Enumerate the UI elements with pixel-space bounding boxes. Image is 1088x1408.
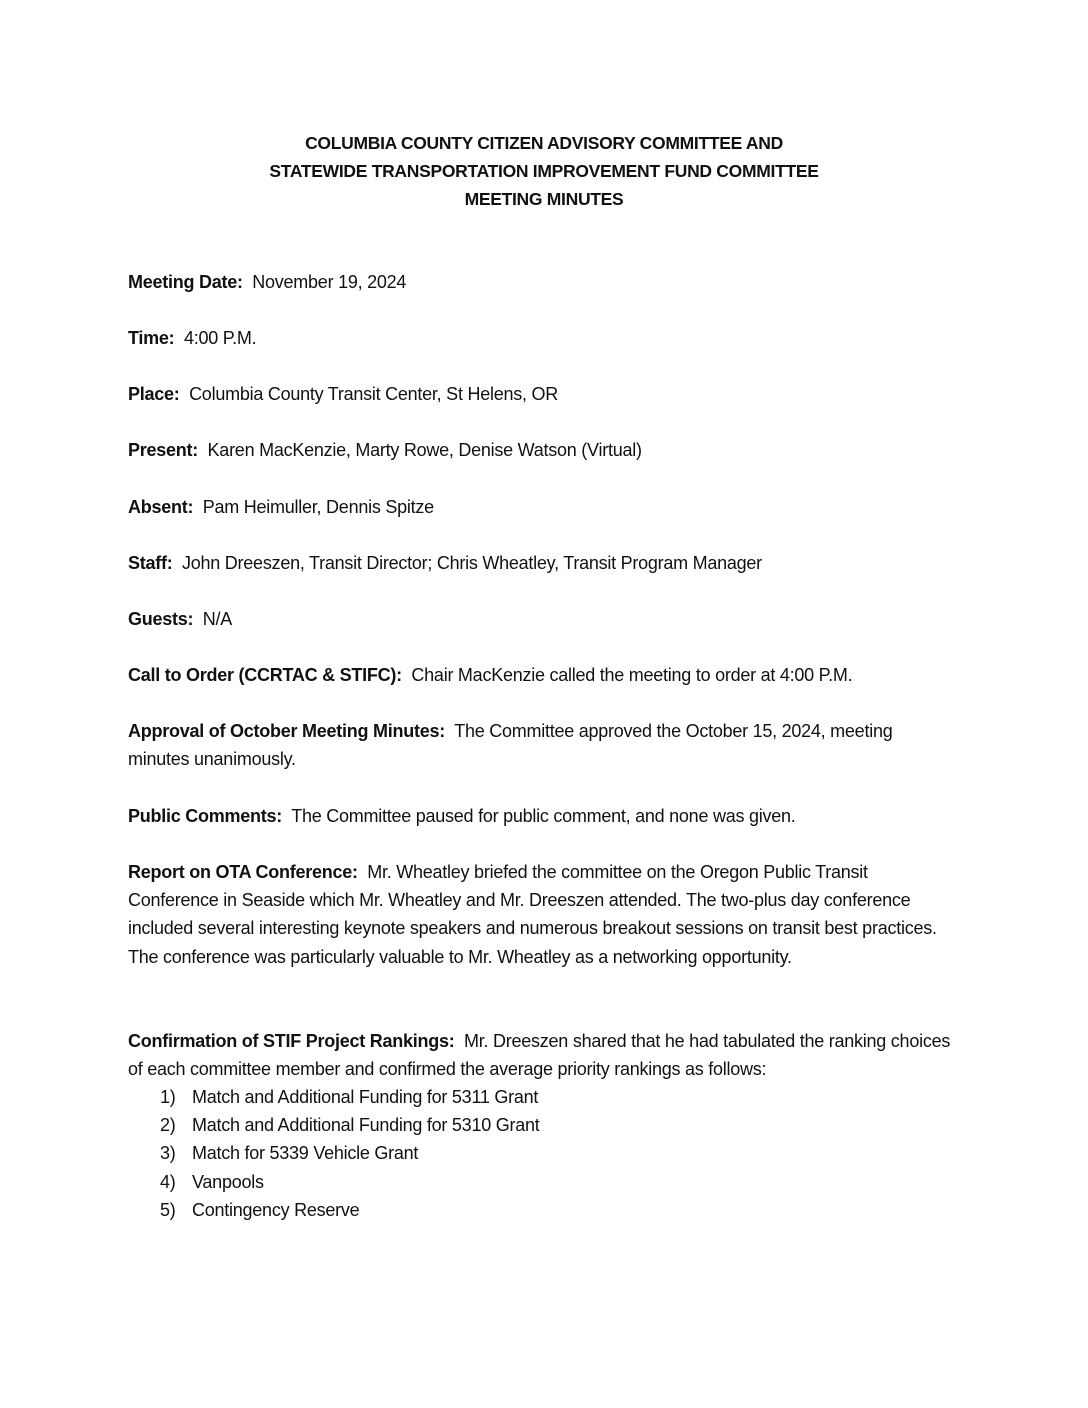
time-field [128,324,958,352]
list-item-label: Contingency Reserve [192,1199,360,1220]
place-field [128,380,958,408]
list-item-number: 4) [160,1171,176,1192]
call-to-order-section [128,661,958,689]
place-value: Columbia County Transit Center, St Helens, OR [189,384,558,404]
stif-rankings-heading: Confirmation of STIF Project Rankings: [128,1031,455,1051]
stif-rankings-list [160,1083,539,1224]
call-to-order-text: Chair MacKenzie called the meeting to order at 4:00 P.M. [411,665,853,685]
time-label: Time: [128,328,175,348]
approval-text: The Committee approved the October 15, 2024, meeting minutes unanimously. [128,721,893,770]
list-item [160,1139,539,1167]
guests-value: N/A [202,609,233,629]
list-item-number: 1) [160,1087,176,1107]
present-label: Present: [128,440,199,460]
list-item [160,1111,539,1139]
absent-value: Pam Heimuller, Dennis Spitze [202,497,434,517]
list-item-label: Match for 5339 Vehicle Grant [192,1143,419,1164]
time-value: 4:00 P.M. [183,328,257,348]
present-field [128,436,958,464]
place-label: Place: [128,384,180,404]
public-comments-heading: Public Comments: [128,806,283,826]
absent-label: Absent: [128,497,194,517]
document-title [0,129,1088,213]
title-line-2: STATEWIDE TRANSPORTATION IMPROVEMENT FUND COMMITTEE [269,161,819,181]
staff-field [128,549,958,577]
guests-field [128,605,958,633]
public-comments-section [128,802,958,830]
title-line-3: MEETING MINUTES [464,189,624,209]
meeting-date-value: November 19, 2024 [252,272,407,292]
list-item-label: Match and Additional Funding for 5311 Grant [192,1087,539,1107]
approval-section [128,717,928,773]
meeting-date-field [128,268,958,296]
absent-field [128,493,958,521]
call-to-order-heading: Call to Order (CCRTAC & STIFC): [128,665,402,685]
staff-value: John Dreeszen, Transit Director; Chris Wheatley, Transit Program Manager [182,553,762,573]
list-item-number: 5) [160,1199,176,1220]
staff-label: Staff: [128,553,173,573]
guests-label: Guests: [128,609,194,629]
approval-heading: Approval of October Meeting Minutes: [128,721,446,741]
list-item-label: Vanpools [192,1171,264,1192]
list-item [160,1168,539,1196]
stif-rankings-text: Mr. Dreeszen shared that he had tabulated the ranking choices of each committee member and confirmed the average priority rankings as follows: [128,1031,951,1080]
present-value: Karen MacKenzie, Marty Rowe, Denise Watson (Virtual) [207,440,642,460]
ota-report-section [128,858,958,971]
meeting-date-label: Meeting Date: [128,272,243,292]
title-line-1: COLUMBIA COUNTY CITIZEN ADVISORY COMMITTEE AND [305,133,783,153]
list-item-number: 2) [160,1115,176,1136]
stif-rankings-section [128,1027,958,1083]
list-item [160,1083,539,1111]
list-item-label: Match and Additional Funding for 5310 Grant [192,1115,540,1136]
public-comments-text: The Committee paused for public comment, and none was given. [291,806,796,826]
list-item-number: 3) [160,1143,176,1164]
ota-report-text: Mr. Wheatley briefed the committee on the Oregon Public Transit Conference in Seaside which Mr. Wheatley and Mr. Dreeszen attended. The two-plus day conference included several interesting keynote speakers and numerous breakout sessions on transit best practices. The conference was particularly valuable to Mr. Wheatley as a networking opportunity. [128,862,937,967]
ota-report-heading: Report on OTA Conference: [128,862,358,882]
list-item [160,1196,539,1224]
